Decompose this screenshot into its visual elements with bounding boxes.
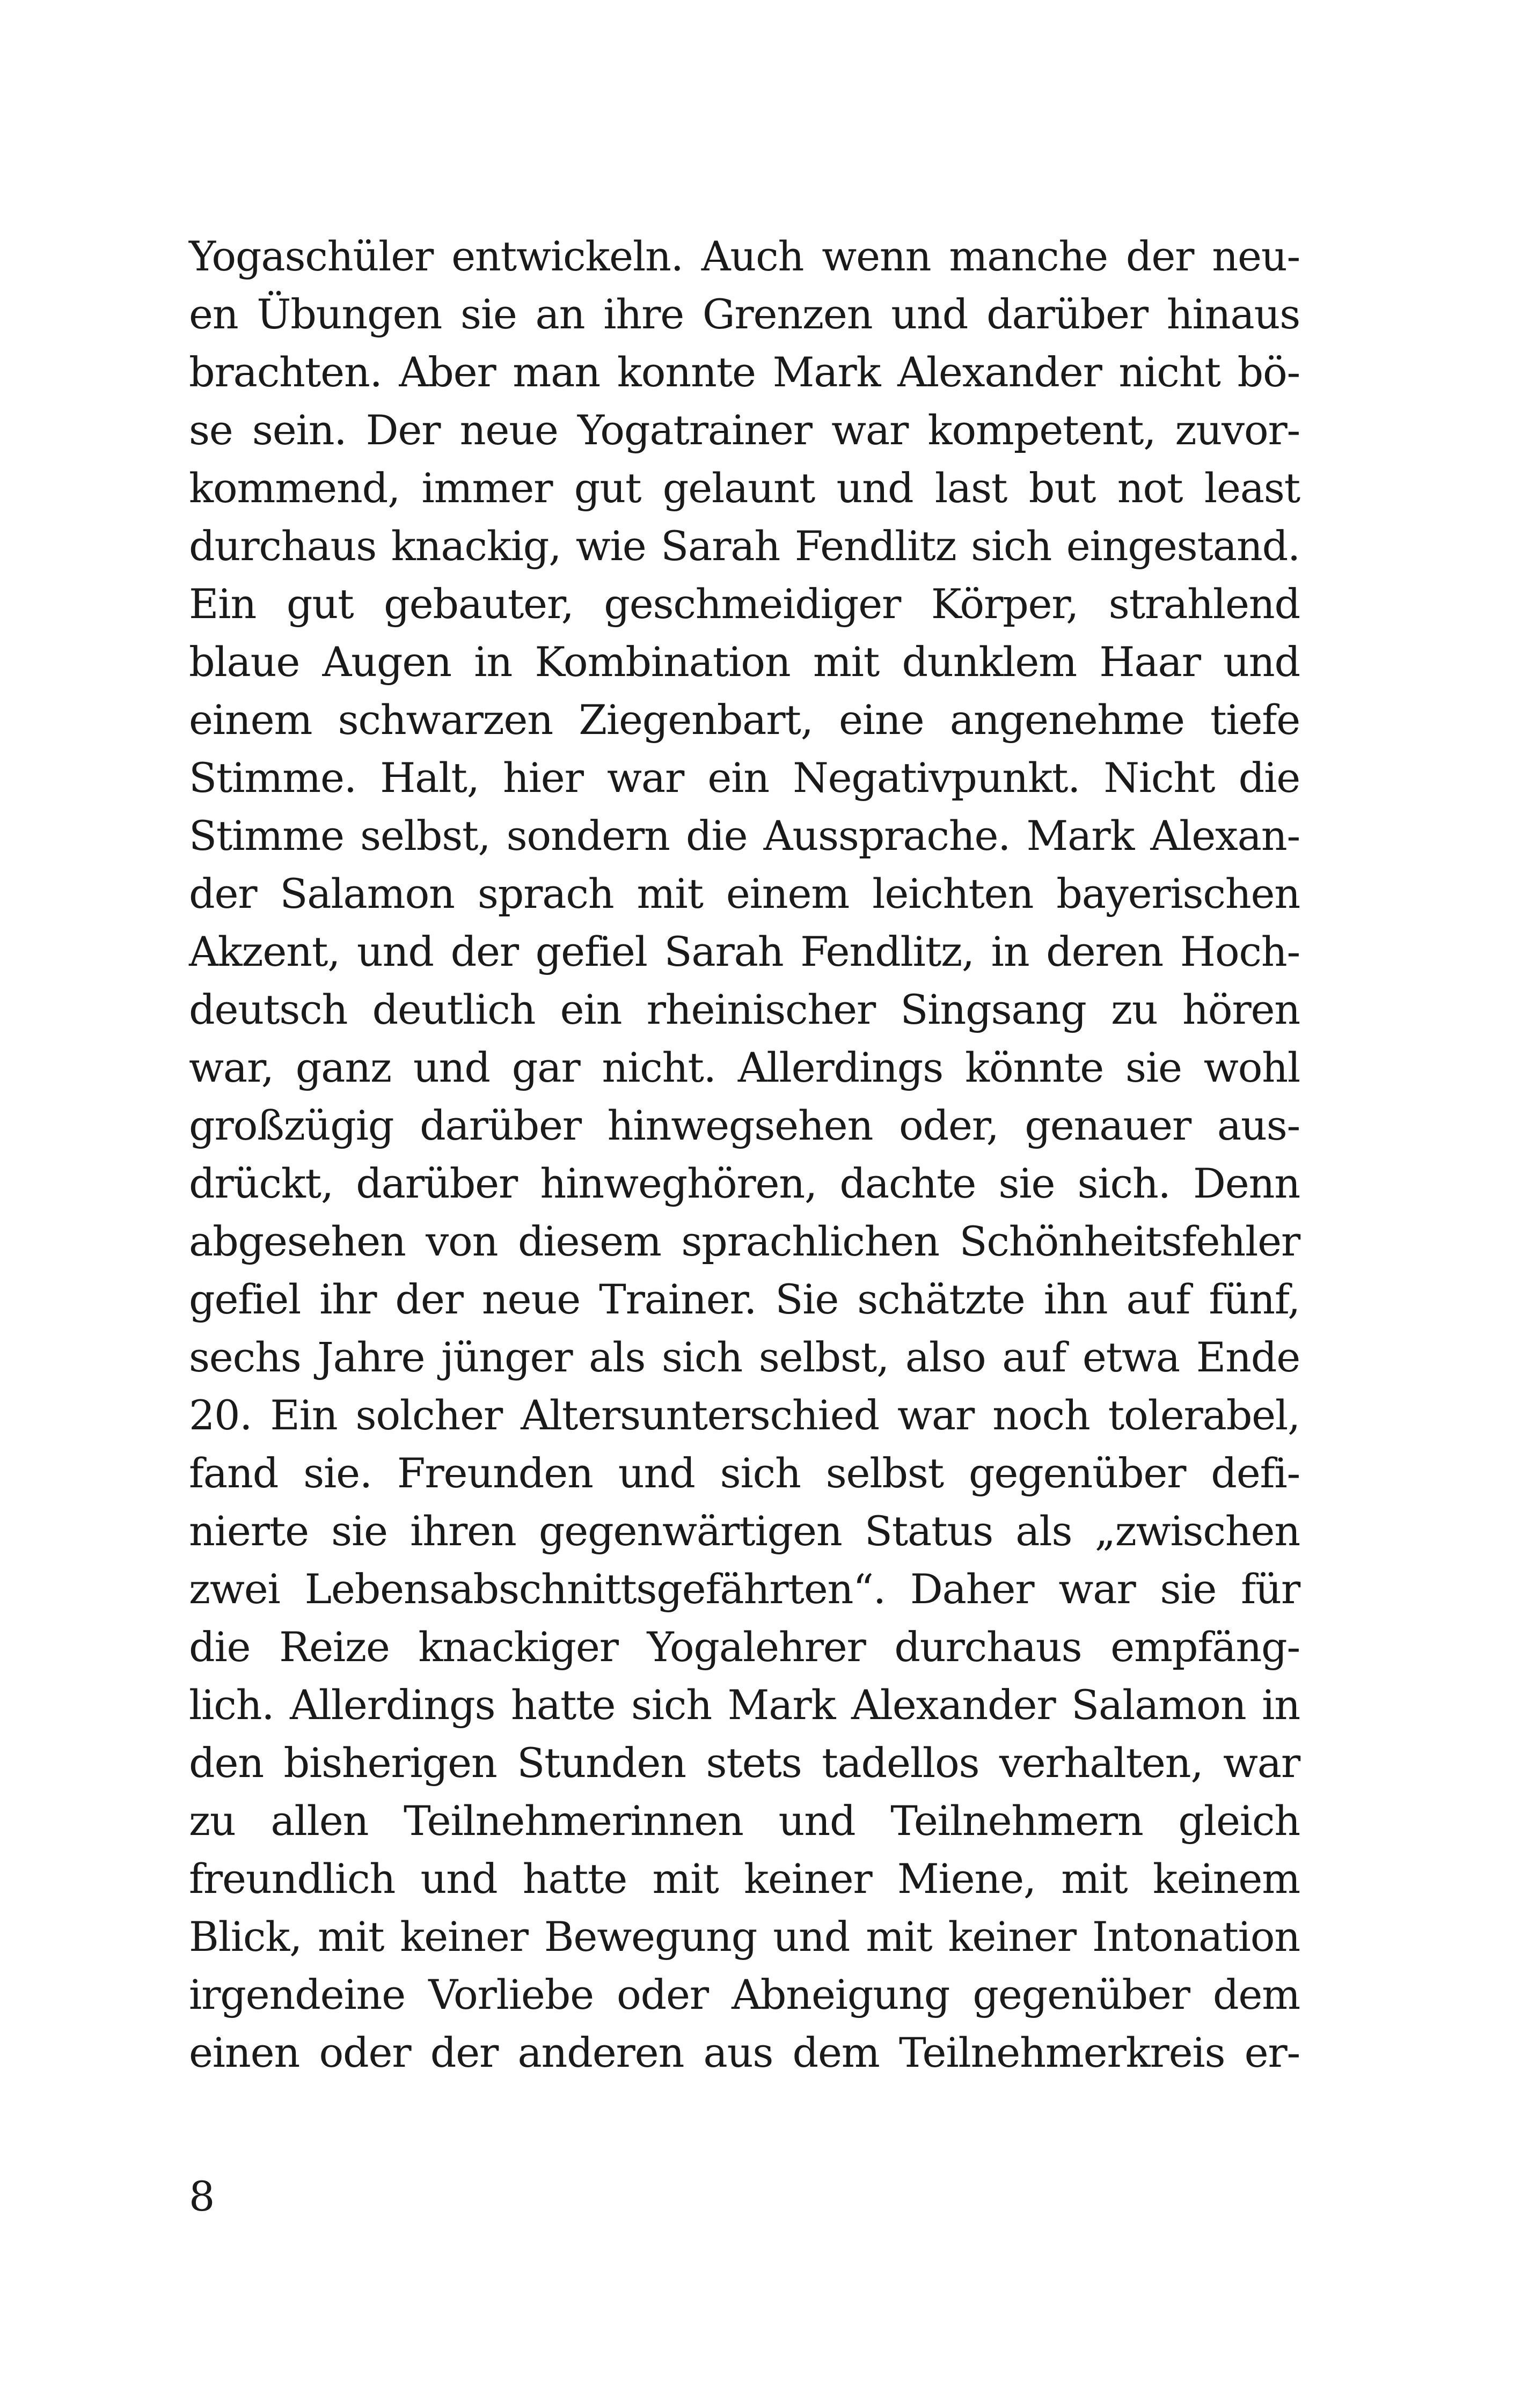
text-line: Blick, mit keiner Bewegung und mit keiner Intonation [189, 1913, 1300, 1961]
text-line: irgendeine Vorliebe oder Abneigung gegenüber dem [189, 1971, 1300, 2018]
text-line: den bisherigen Stunden stets tadellos verhalten, war [189, 1739, 1300, 1787]
text-line: nierte sie ihren gegenwärtigen Status als „zwischen [189, 1507, 1300, 1555]
text-line: zu allen Teilnehmerinnen und Teilnehmern gleich [189, 1797, 1300, 1845]
text-line: Yogaschüler entwickeln. Auch wenn manche der neu- [189, 232, 1300, 280]
text-line: Ein gut gebauter, geschmeidiger Körper, strahlend [189, 580, 1300, 628]
text-line: Stimme selbst, sondern die Aussprache. Mark Alexan- [189, 812, 1300, 860]
text-line: einem schwarzen Ziegenbart, eine angenehme tiefe [189, 696, 1300, 744]
text-line: deutsch deutlich ein rheinischer Singsang zu hören [189, 986, 1300, 1033]
text-line: zwei Lebensabschnittsgefährten“. Daher war sie für [189, 1565, 1300, 1613]
text-line: durchaus knackig, wie Sarah Fendlitz sich eingestand. [189, 522, 1300, 570]
text-line: einen oder der anderen aus dem Teilnehmerkreis er- [189, 2029, 1300, 2076]
text-line: war, ganz und gar nicht. Allerdings könnte sie wohl [189, 1044, 1300, 1091]
text-line: 20. Ein solcher Altersunterschied war noch tolerabel, [189, 1391, 1300, 1439]
text-line: en Übungen sie an ihre Grenzen und darüber hinaus [189, 290, 1300, 338]
text-line: se sein. Der neue Yogatrainer war kompetent, zuvor- [189, 406, 1300, 454]
text-line: Stimme. Halt, hier war ein Negativpunkt. Nicht die [189, 754, 1300, 802]
text-line: blaue Augen in Kombination mit dunklem Haar und [189, 638, 1300, 686]
text-line: fand sie. Freunden und sich selbst gegenüber defi- [189, 1449, 1300, 1497]
text-line: großzügig darüber hinwegsehen oder, genauer aus- [189, 1102, 1300, 1149]
text-line: freundlich und hatte mit keiner Miene, mit keinem [189, 1855, 1300, 1903]
page-number: 8 [189, 2172, 215, 2220]
text-line: Akzent, und der gefiel Sarah Fendlitz, in deren Hoch- [189, 928, 1300, 975]
text-line: lich. Allerdings hatte sich Mark Alexander Salamon in [189, 1681, 1300, 1729]
text-line: gefiel ihr der neue Trainer. Sie schätzte ihn auf fünf, [189, 1275, 1300, 1323]
text-line: der Salamon sprach mit einem leichten bayerischen [189, 870, 1300, 917]
text-line: kommend, immer gut gelaunt und last but not least [189, 464, 1300, 512]
text-line: brachten. Aber man konnte Mark Alexander nicht bö- [189, 348, 1300, 396]
text-line: sechs Jahre jünger als sich selbst, also auf etwa Ende [189, 1333, 1300, 1381]
text-line: abgesehen von diesem sprachlichen Schönheitsfehler [189, 1217, 1300, 1265]
body-text [189, 227, 1300, 2082]
text-line: die Reize knackiger Yogalehrer durchaus empfäng- [189, 1623, 1300, 1671]
text-line: drückt, darüber hinweghören, dachte sie sich. Denn [189, 1159, 1300, 1207]
